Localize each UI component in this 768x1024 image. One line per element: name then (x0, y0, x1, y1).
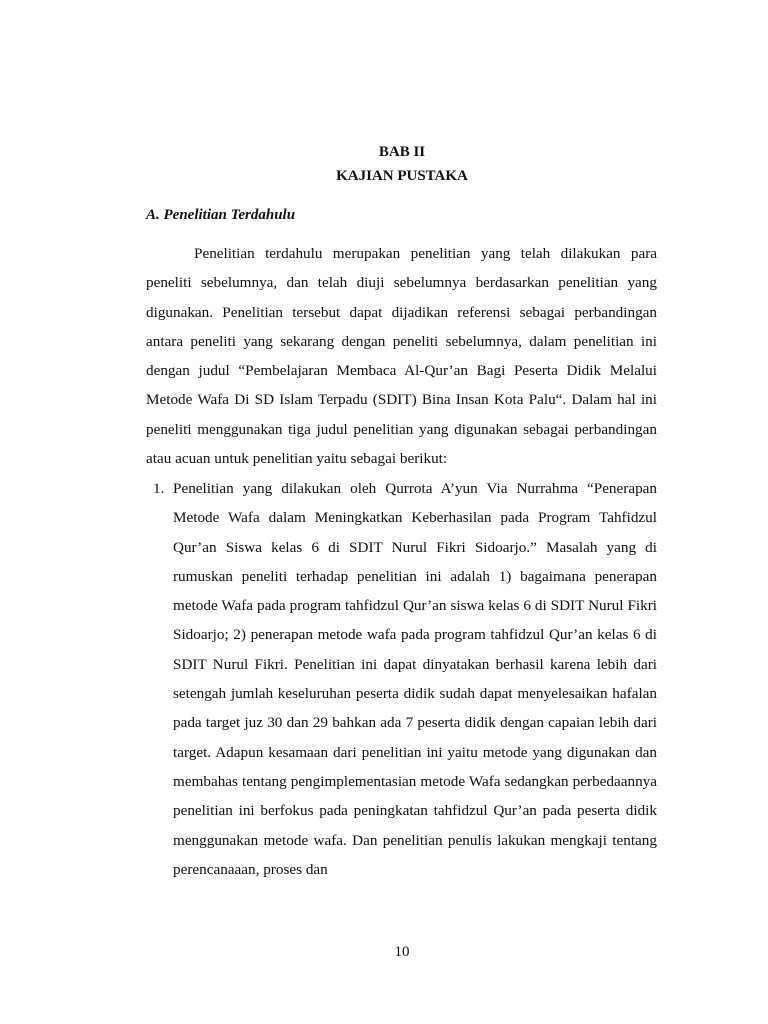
list-item (146, 474, 657, 884)
research-list (146, 474, 657, 884)
list-item-text: Penelitian yang dilakukan oleh Qurrota A’yun Via Nurrahma “Penerapan Metode Wafa dalam Meningkatkan Keberhasilan pada Program Tahfidzul Qur’an Siswa kelas 6 di SDIT Nurul Fikri Sidoarjo.” Masalah yang di rumuskan peneliti terhadap penelitian ini adalah 1) bagaimana penerapan metode Wafa pada program tahfidzul Qur’an siswa kelas 6 di SDIT Nurul Fikri Sidoarjo; 2) penerapan metode wafa pada program tahfidzul Qur’an kelas 6 di SDIT Nurul Fikri. Penelitian ini dapat dinyatakan berhasil karena lebih dari setengah jumlah keseluruhan peserta didik sudah dapat menyelesaikan hafalan pada target juz 30 dan 29 bahkan ada 7 peserta didik dengan capaian lebih dari target. Adapun kesamaan dari penelitian ini yaitu metode yang digunakan dan membahas tentang pengimplementasian metode Wafa sedangkan perbedaannya penelitian ini berfokus pada peningkatan tahfidzul Qur’an pada peserta didik menggunakan metode wafa. Dan penelitian penulis lakukan mengkaji tentang perencanaaan, proses dan (173, 480, 657, 878)
list-marker: 1. (153, 480, 165, 497)
section-heading: A. Penelitian Terdahulu (146, 207, 296, 223)
chapter-title: KAJIAN PUSTAKA (336, 168, 468, 184)
intro-paragraph: Penelitian terdahulu merupakan penelitian yang telah dilakukan para peneliti sebelumnya, dan telah diuji sebelumnya berdasarkan penelitian yang digunakan. Penelitian tersebut dapat dijadikan referensi sebagai perbandingan antara peneliti yang sekarang dengan peneliti sebelumnya, dalam penelitian ini dengan judul “Pembelajaran Membaca Al-Qur’an Bagi Peserta Didik Melalui Metode Wafa Di SD Islam Terpadu (SDIT) Bina Insan Kota Palu“. Dalam hal ini peneliti menggunakan tiga judul penelitian yang digunakan sebagai perbandingan atau acuan untuk penelitian yaitu sebagai berikut: (146, 245, 657, 468)
chapter-number: BAB II (378, 144, 426, 160)
page-number: 10 (394, 944, 410, 960)
